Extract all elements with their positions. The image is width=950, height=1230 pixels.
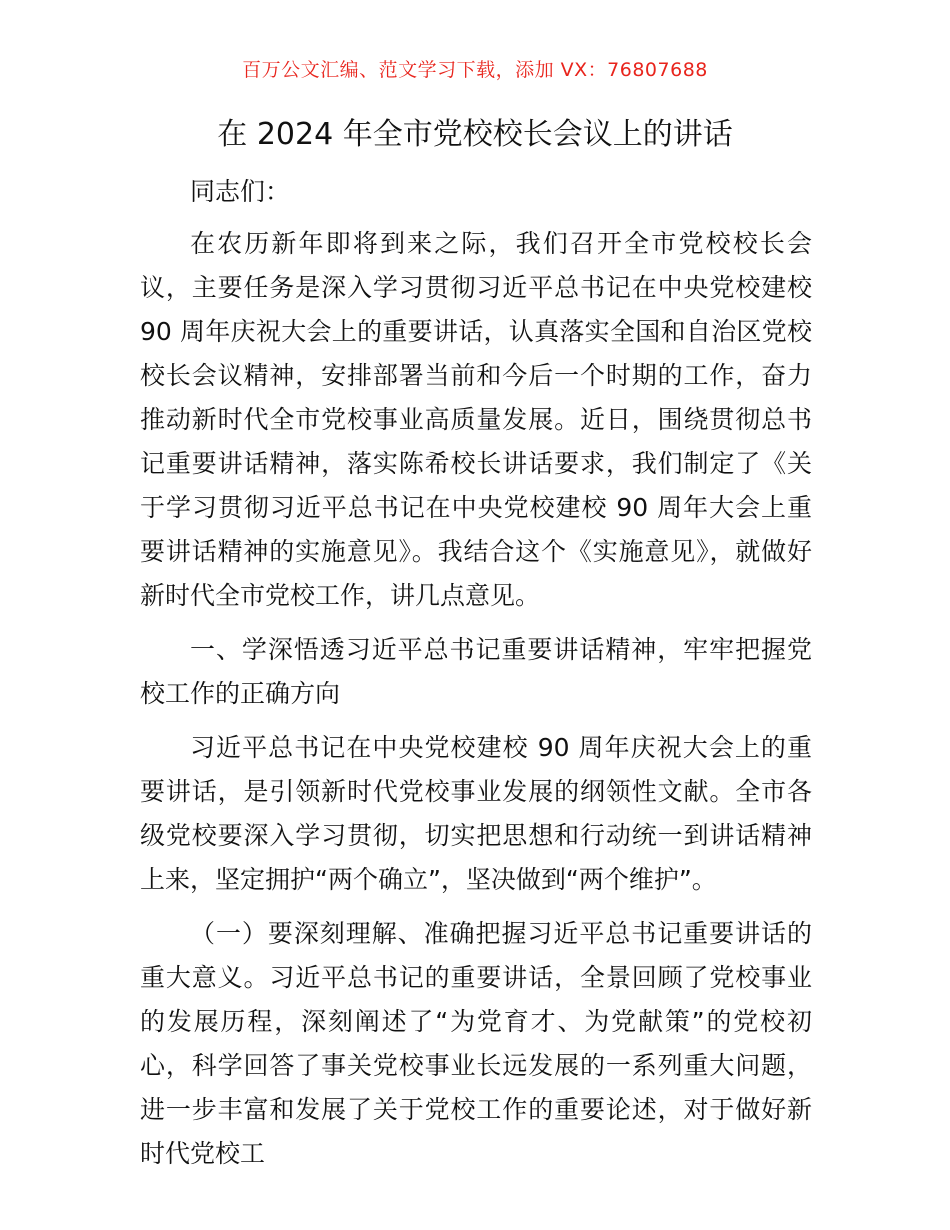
section-heading-1: 一、学深悟透习近平总书记重要讲话精神，牢牢把握党校工作的正确方向	[140, 635, 812, 708]
greeting: 同志们：	[190, 177, 291, 206]
document-body	[140, 170, 812, 1186]
document-title: 在 2024 年全市党校校长会议上的讲话	[217, 117, 733, 152]
paragraph-intro: 在农历新年即将到来之际，我们召开全市党校校长会议，主要任务是深入学习贯彻习近平总书记在中央党校建校 90 周年庆祝大会上的重要讲话，认真落实全国和自治区党校校长会议精神，安排部署当前和今后一个时期的工作，奋力推动新时代全市党校事业高质量发展。近日，围绕贯彻总书记重要讲话精神，落实陈希校长讲话要求，我们制定了《关于学习贯彻习近平总书记在中央党校建校 90 周年大会上重要讲话精神的实施意见》。我结合这个《实施意见》，就做好新时代全市党校工作，讲几点意见。	[140, 229, 812, 610]
watermark-banner: 百万公文汇编、范文学习下载，添加 VX：76807688	[242, 59, 708, 81]
paragraph-section-1: 习近平总书记在中央党校建校 90 周年庆祝大会上的重要讲话，是引领新时代党校事业发展的纲领性文献。全市各级党校要深入学习贯彻，切实把思想和行动统一到讲话精神上来，坚定拥护“两个确立”，坚决做到“两个维护”。	[140, 733, 812, 894]
paragraph-subsection-1: （一）要深刻理解、准确把握习近平总书记重要讲话的重大意义。习近平总书记的重要讲话，全景回顾了党校事业的发展历程，深刻阐述了“为党育才、为党献策”的党校初心，科学回答了事关党校事业长远发展的一系列重大问题，进一步丰富和发展了关于党校工作的重要论述，对于做好新时代党校工	[140, 919, 812, 1168]
